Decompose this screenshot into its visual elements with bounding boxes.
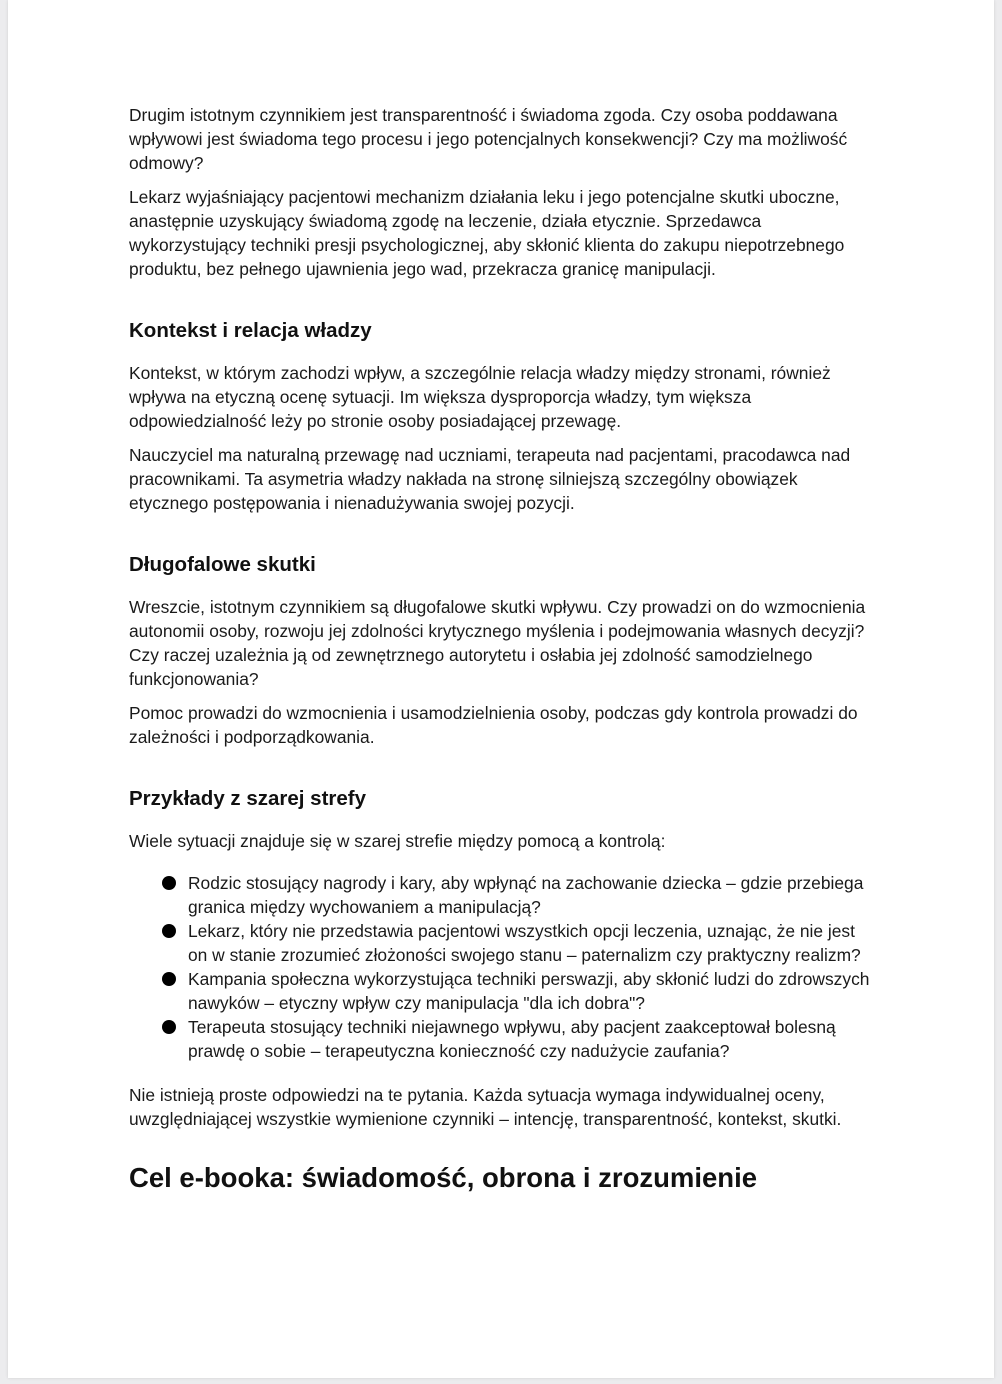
paragraph: Kontekst, w którym zachodzi wpływ, a szczególnie relacja władzy między stronami, również wpływa na etyczną ocenę sytuacji. Im większa dysproporcja władzy, tym większa odpowiedzialność leży po stronie osoby posiadającej przewagę.: [129, 363, 831, 431]
paragraph: Nauczyciel ma naturalną przewagę nad uczniami, terapeuta nad pacjentami, pracodawca nad pracownikami. Ta asymetria władzy nakłada na stronę silniejszą szczególny obowiązek etycznego postępowania i nienadużywania swojej pozycji.: [129, 445, 851, 513]
bullet-icon: [162, 876, 176, 890]
list-item: [129, 871, 879, 919]
bullet-icon: [162, 1020, 176, 1034]
list-item-text: Lekarz, który nie przedstawia pacjentowi wszystkich opcji leczenia, uznając, że nie jest on w stanie zrozumieć złożoności swojego stanu – paternalizm czy praktyczny realizm?: [188, 921, 861, 965]
list-item-text: Kampania społeczna wykorzystująca techniki perswazji, aby skłonić ludzi do zdrowszych nawyków – etyczny wpływ czy manipulacja "dla ich dobra"?: [188, 969, 870, 1013]
page-content: [129, 103, 879, 1195]
bullet-list: [129, 871, 879, 1063]
paragraph: Nie istnieją proste odpowiedzi na te pytania. Każda sytuacja wymaga indywidualnej oceny, uwzględniającej wszystkie wymienione czynniki – intencję, transparentność, kontekst, skutki.: [129, 1085, 842, 1129]
bullet-icon: [162, 972, 176, 986]
list-item: [129, 967, 879, 1015]
document-page: [8, 0, 994, 1378]
bullet-icon: [162, 924, 176, 938]
paragraph: Pomoc prowadzi do wzmocnienia i usamodzielnienia osoby, podczas gdy kontrola prowadzi do zależności i podporządkowania.: [129, 703, 858, 747]
list-item: [129, 919, 879, 967]
paragraph: Drugim istotnym czynnikiem jest transparentność i świadoma zgoda. Czy osoba poddawana wpływowi jest świadoma tego procesu i jego potencjalnych konsekwencji? Czy ma możliwość odmowy?: [129, 105, 848, 173]
list-item-text: Rodzic stosujący nagrody i kary, aby wpłynąć na zachowanie dziecka – gdzie przebiega granica między wychowaniem a manipulacją?: [188, 873, 864, 917]
section-heading-grey-zone: Przykłady z szarej strefy: [129, 787, 367, 810]
section-heading-context: Kontekst i relacja władzy: [129, 319, 372, 342]
list-item-text: Terapeuta stosujący techniki niejawnego wpływu, aby pacjent zaakceptował bolesną prawdę o sobie – terapeutyczna konieczność czy nadużycie zaufania?: [188, 1017, 836, 1061]
list-item: [129, 1015, 879, 1063]
paragraph: Wiele sytuacji znajduje się w szarej strefie między pomocą a kontrolą:: [129, 831, 666, 851]
section-heading-longterm: Długofalowe skutki: [129, 553, 316, 576]
chapter-heading: Cel e-booka: świadomość, obrona i zrozumienie: [129, 1162, 758, 1193]
paragraph: Lekarz wyjaśniający pacjentowi mechanizm działania leku i jego potencjalne skutki uboczne, anastępnie uzyskujący świadomą zgodę na leczenie, działa etycznie. Sprzedawca wykorzystujący techniki presji psychologicznej, aby skłonić klienta do zakupu niepotrzebnego produktu, bez pełnego ujawnienia jego wad, przekracza granicę manipulacji.: [129, 187, 845, 279]
paragraph: Wreszcie, istotnym czynnikiem są długofalowe skutki wpływu. Czy prowadzi on do wzmocnienia autonomii osoby, rozwoju jej zdolności krytycznego myślenia i podejmowania własnych decyzji? Czy raczej uzależnia ją od zewnętrznego autorytetu i osłabia jej zdolność samodzielnego funkcjonowania?: [129, 597, 866, 689]
